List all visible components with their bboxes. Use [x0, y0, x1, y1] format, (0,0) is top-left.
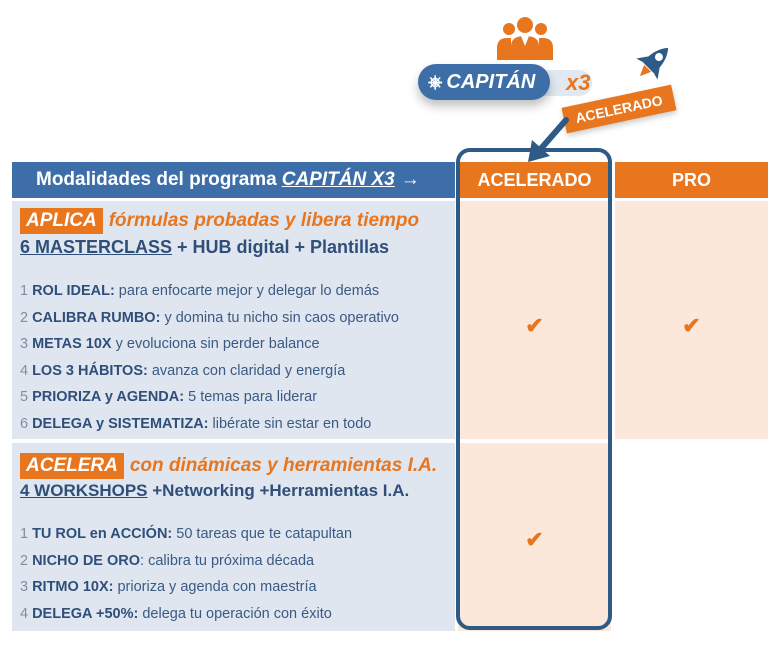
- list-item: 2 CALIBRA RUMBO: y domina tu nicho sin caos operativo: [20, 309, 399, 326]
- list-item: 5 PRIORIZA y AGENDA: 5 temas para liderar: [20, 389, 318, 405]
- arrow-right-icon: →: [400, 169, 420, 190]
- column-header-acelerado: ACELERADO: [458, 162, 611, 198]
- section-main-underlined: 4 WORKSHOPS: [20, 481, 148, 500]
- list-item: 3 RITMO 10X: prioriza y agenda con maestría: [20, 579, 317, 595]
- people-group-icon: [497, 16, 553, 60]
- rocket-icon: [630, 40, 678, 84]
- acelerado-highlight-frame: [456, 148, 612, 630]
- multiplier-text: x3: [566, 70, 591, 95]
- section-tagline: con dinámicas y herramientas I.A.: [129, 455, 438, 476]
- section-aplica-title: [20, 208, 419, 234]
- check-icon: ✔: [525, 313, 544, 338]
- section-acelera-title: [20, 453, 437, 479]
- header-prefix: Modalidades del programa: [36, 169, 277, 190]
- section-aplica-list: [20, 278, 399, 437]
- list-item: 1 ROL IDEAL: para enfocarte mejor y delegar lo demás: [20, 283, 380, 299]
- capitan-logo-pill: [418, 64, 550, 100]
- list-item: 4 DELEGA +50%: delega tu operación con éxito: [20, 605, 332, 622]
- section-main-underlined: 6 MASTERCLASS: [20, 237, 173, 257]
- list-item: 2 NICHO DE ORO: calibra tu próxima década: [20, 552, 315, 569]
- column-header-pro: PRO: [615, 162, 768, 198]
- acelerado-badge: ACELERADO: [562, 85, 677, 134]
- ship-wheel-icon: ⎈: [428, 71, 443, 92]
- list-item: 1 TU ROL en ACCIÓN: 50 tareas que te catapultan: [20, 526, 353, 542]
- brand-name: CAPITÁN: [446, 70, 536, 93]
- list-item: 3 METAS 10X y evoluciona sin perder balance: [20, 336, 320, 352]
- section-main-rest: + HUB digital + Plantillas: [172, 237, 390, 257]
- check-icon: ✔: [682, 313, 701, 338]
- list-item: 6 DELEGA y SISTEMATIZA: libérate sin estar en todo: [20, 415, 372, 432]
- list-item: 4 LOS 3 HÁBITOS: avanza con claridad y energía: [20, 362, 346, 379]
- section-tagline: fórmulas probadas y libera tiempo: [108, 210, 420, 231]
- section-acelera-subtitle: [20, 481, 409, 501]
- section-tag: APLICA: [20, 208, 103, 234]
- section-acelera-list: [20, 521, 352, 627]
- header-modalidades: [12, 162, 455, 198]
- section-tag: ACELERA: [20, 453, 124, 479]
- check-icon: ✔: [525, 527, 544, 552]
- header-program-link[interactable]: CAPITÁN X3: [281, 169, 395, 190]
- section-aplica-subtitle: [20, 237, 389, 258]
- section-main-rest: +Networking +Herramientas I.A.: [147, 481, 410, 500]
